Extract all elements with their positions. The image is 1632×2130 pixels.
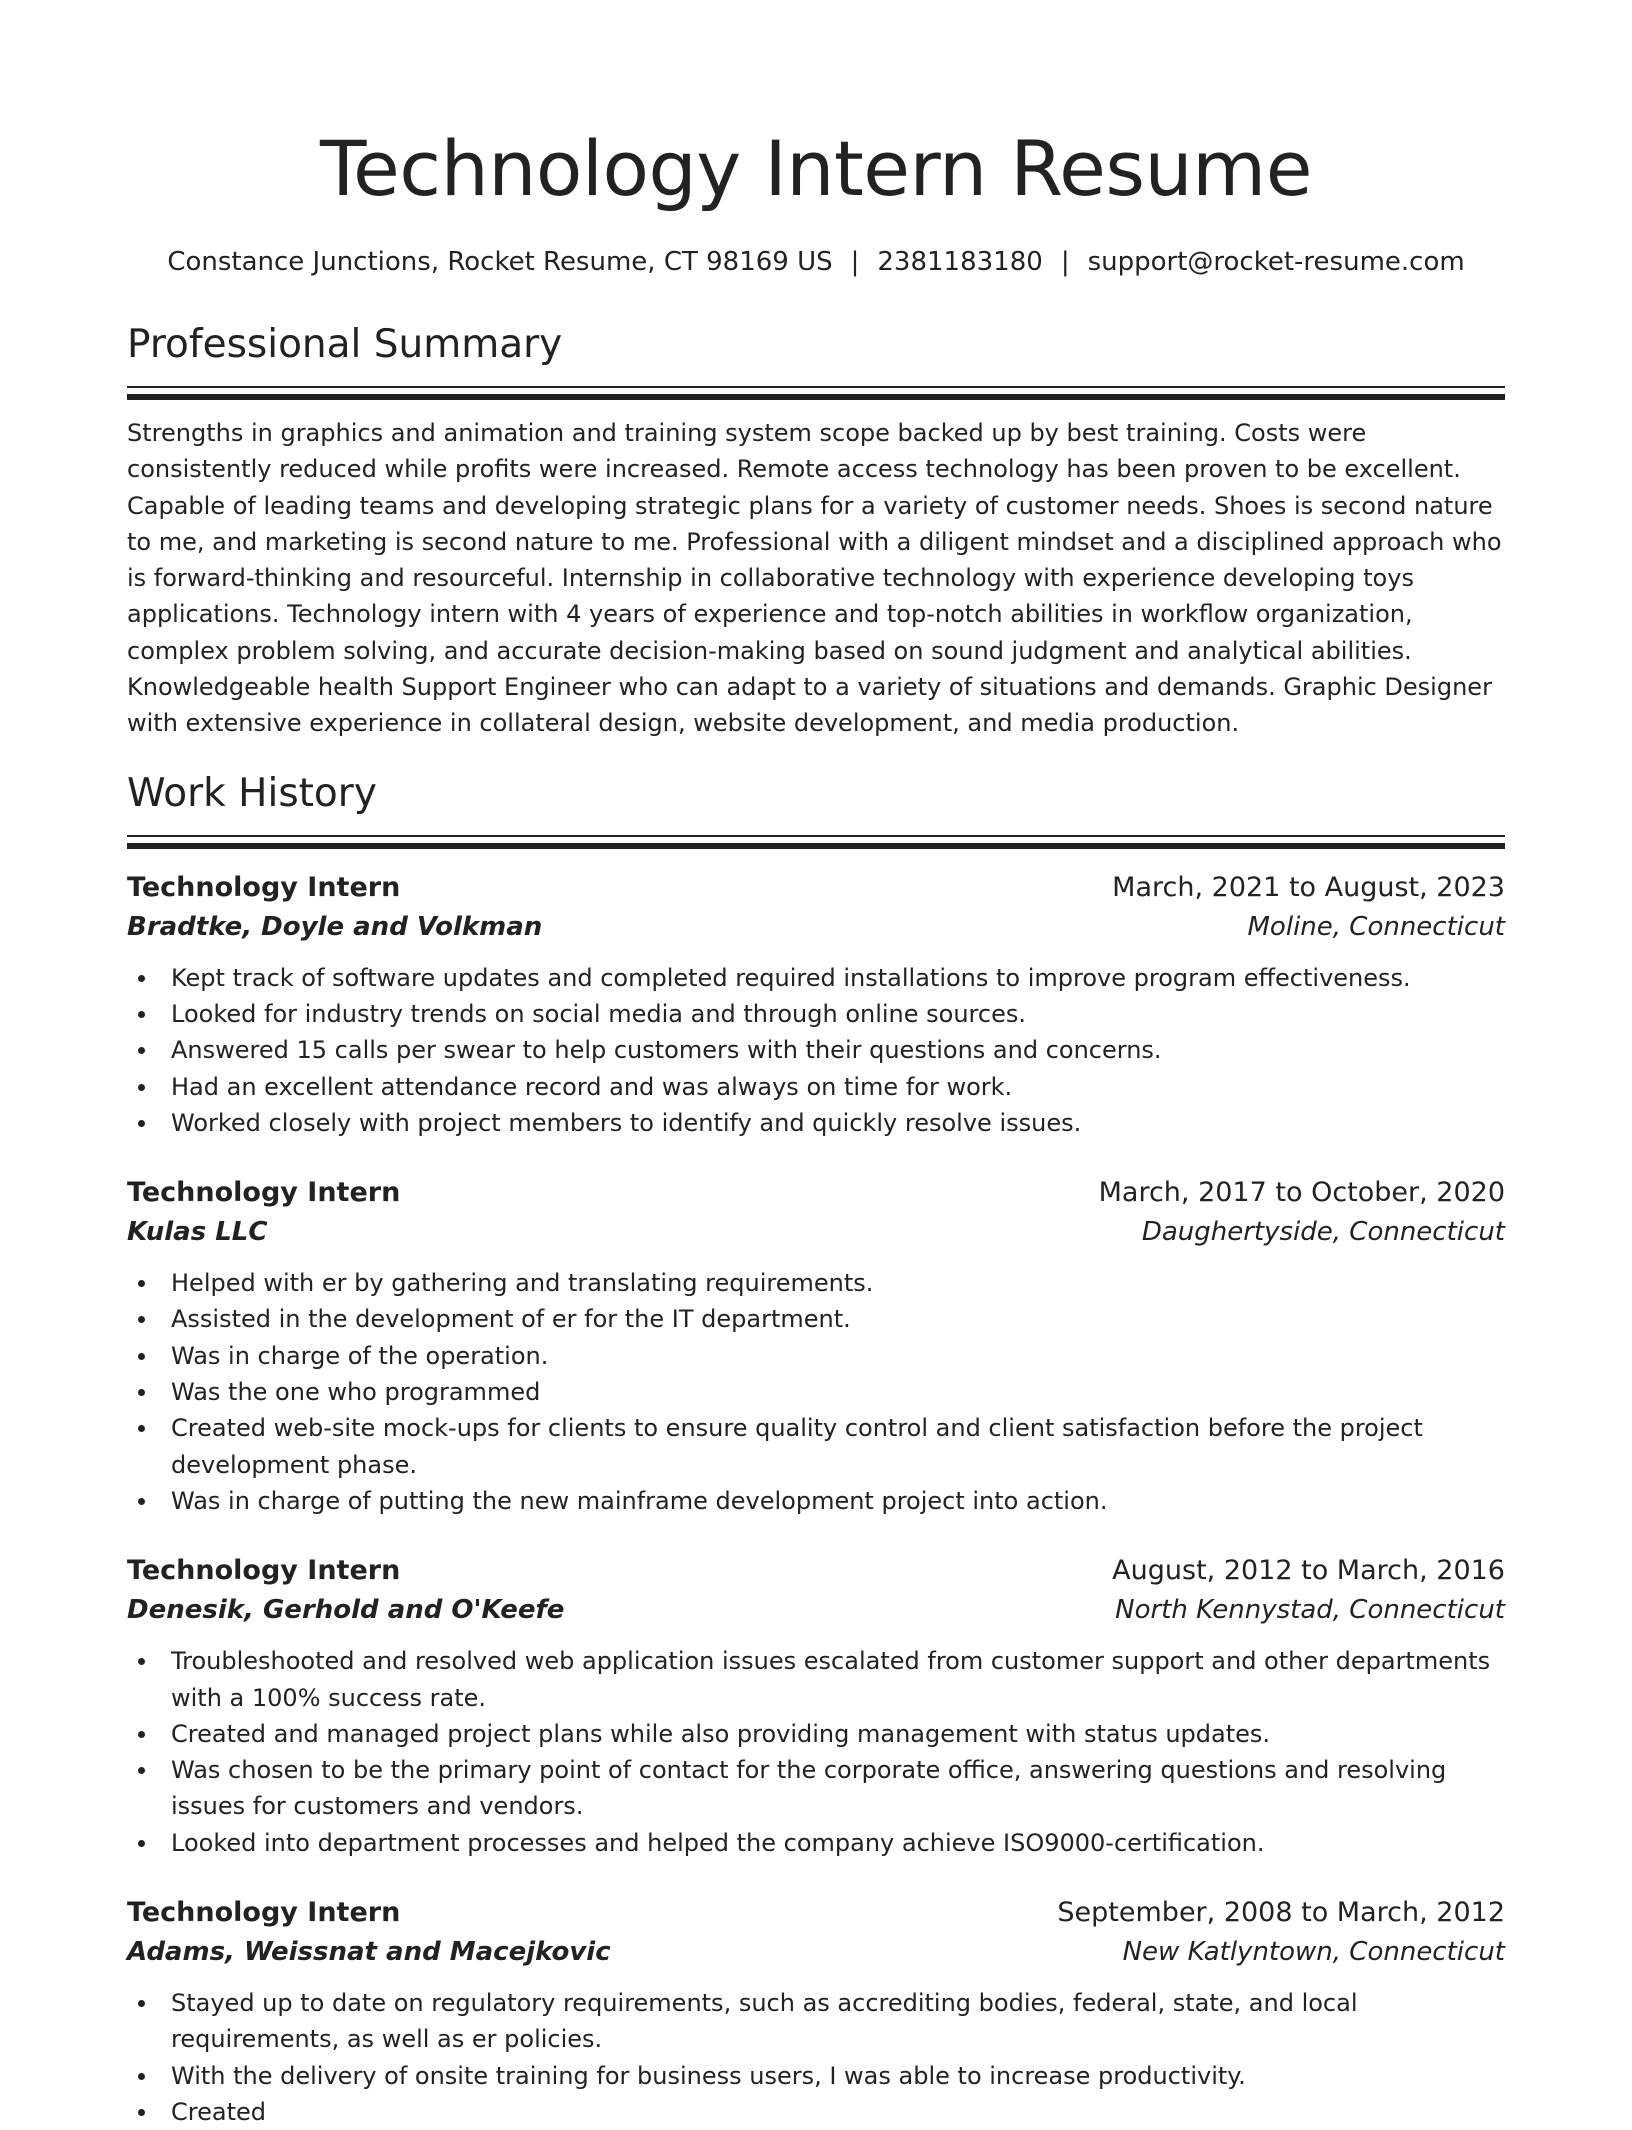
job-bullet: With the delivery of onsite training for business users, I was able to increase productivity.: [171, 2058, 1505, 2094]
job-header-row: [127, 1552, 1505, 1590]
contact-phone: 2381183180: [877, 247, 1043, 277]
resume-page: [127, 0, 1505, 2130]
job-header-row: [127, 869, 1505, 907]
job-dates: September, 2008 to March, 2012: [1057, 1897, 1505, 1929]
job-title: Technology Intern: [127, 1555, 401, 1587]
section-heading-summary: Professional Summary: [127, 322, 563, 367]
job-title: Technology Intern: [127, 1897, 401, 1929]
job-company: Kulas LLC: [127, 1217, 268, 1248]
job-bullet: Kept track of software updates and completed required installations to improve program effectiveness.: [171, 960, 1505, 996]
job-title: Technology Intern: [127, 871, 401, 903]
job-dates: August, 2012 to March, 2016: [1112, 1555, 1505, 1587]
contact-address: Constance Junctions, Rocket Resume, CT 98169 US: [167, 247, 833, 277]
job-company: Bradtke, Doyle and Volkman: [127, 911, 543, 942]
contact-separator: |: [1060, 247, 1070, 277]
contact-line: [127, 244, 1505, 280]
section-rule-thin: [127, 835, 1505, 837]
job-bullet: Was chosen to be the primary point of contact for the corporate office, answering questions and resolving issues for customers and vendors.: [171, 1752, 1505, 1825]
job-bullet: Created: [171, 2094, 1505, 2130]
job-bullet: Troubleshooted and resolved web application issues escalated from customer support and other departments with a 100% success rate.: [171, 1643, 1505, 1716]
work-history-section: [127, 769, 1505, 2130]
job-company-row: [127, 1932, 1505, 1972]
job-bullet: Created and managed project plans while also providing management with status updates.: [171, 1716, 1505, 1752]
job-bullet: Stayed up to date on regulatory requirements, such as accrediting bodies, federal, state, and local requirements, as well as er policies.: [171, 1985, 1505, 2058]
job-company-row: [127, 1212, 1505, 1252]
job-company: Adams, Weissnat and Macejkovic: [127, 1937, 611, 1968]
job-company: Denesik, Gerhold and O'Keefe: [127, 1595, 565, 1626]
job-bullet: Was in charge of the operation.: [171, 1338, 1505, 1374]
section-rule-thick: [127, 843, 1505, 849]
job-entry: [127, 1552, 1505, 1861]
job-bullets: [127, 1265, 1505, 1519]
job-header-row: [127, 1894, 1505, 1932]
job-location: Moline, Connecticut: [1247, 911, 1505, 942]
section-rule-thick: [127, 394, 1505, 400]
section-heading-work: Work History: [127, 770, 377, 816]
professional-summary-section: [127, 320, 1505, 742]
job-header-row: [127, 1174, 1505, 1212]
job-bullets: [127, 960, 1505, 1141]
job-company-row: [127, 907, 1505, 947]
job-company-row: [127, 1590, 1505, 1630]
job-bullets: [127, 1985, 1505, 2130]
job-entry: [127, 869, 1505, 1141]
job-dates: March, 2017 to October, 2020: [1098, 1177, 1505, 1209]
job-dates: March, 2021 to August, 2023: [1112, 871, 1505, 903]
job-bullets: [127, 1643, 1505, 1861]
job-bullet: Had an excellent attendance record and was always on time for work.: [171, 1069, 1505, 1105]
contact-separator: |: [850, 247, 860, 277]
job-location: New Katlyntown, Connecticut: [1122, 1937, 1505, 1968]
section-rule-thin: [127, 386, 1505, 388]
job-bullet: Assisted in the development of er for the IT department.: [171, 1301, 1505, 1337]
job-bullet: Answered 15 calls per swear to help customers with their questions and concerns.: [171, 1032, 1505, 1068]
job-bullet: Helped with er by gathering and translating requirements.: [171, 1265, 1505, 1301]
job-bullet: Worked closely with project members to identify and quickly resolve issues.: [171, 1105, 1505, 1141]
job-bullet: Was in charge of putting the new mainframe development project into action.: [171, 1483, 1505, 1519]
job-location: North Kennystad, Connecticut: [1115, 1595, 1505, 1626]
resume-title: Technology Intern Resume: [320, 124, 1312, 213]
job-bullet: Was the one who programmed: [171, 1374, 1505, 1410]
contact-email: support@rocket-resume.com: [1087, 247, 1465, 277]
job-title: Technology Intern: [127, 1177, 401, 1209]
job-bullet: Looked for industry trends on social media and through online sources.: [171, 996, 1505, 1032]
job-bullet: Looked into department processes and helped the company achieve ISO9000-certification.: [171, 1825, 1505, 1861]
job-bullet: Created web-site mock-ups for clients to ensure quality control and client satisfaction before the project development phase.: [171, 1410, 1505, 1483]
job-entry: [127, 1894, 1505, 2130]
summary-paragraph: Strengths in graphics and animation and training system scope backed up by best training. Costs were consistently reduced while profits were increased. Remote access technology has been proven to be excellent. Capable of leading teams and developing strategic plans for a variety of customer needs. Shoes is second nature to me, and marketing is second nature to me. Professional with a diligent mindset and a disciplined approach who is forward-thinking and resourceful. Internship in collaborative technology with experience developing toys applications. Technology intern with 4 years of experience and top-notch abilities in workflow organization, complex problem solving, and accurate decision-making based on sound judgment and analytical abilities. Knowledgeable health Support Engineer who can adapt to a variety of situations and demands. Graphic Designer with extensive experience in collateral design, website development, and media production.: [127, 419, 1502, 738]
job-location: Daughertyside, Connecticut: [1141, 1217, 1505, 1248]
job-entry: [127, 1174, 1505, 1519]
